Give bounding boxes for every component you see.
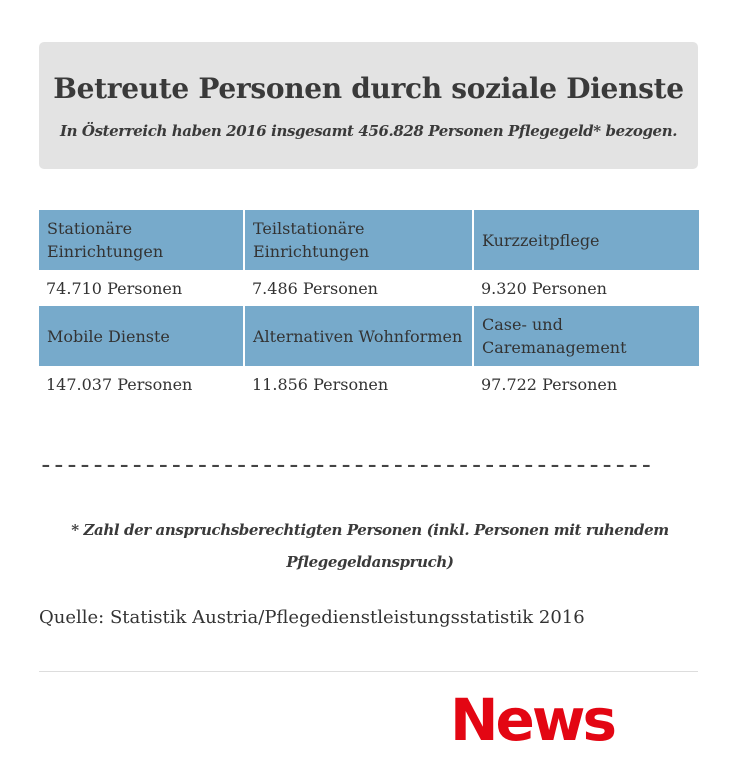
table-row [39,366,699,402]
table-header-cell: Mobile Dienste [39,306,243,366]
news-logo[interactable]: News [450,686,614,754]
table-header-cell: Kurzzeitpflege [474,210,699,270]
footnote: * Zahl der anspruchsberechtigten Personen (inkl. Personen mit ruhendem Pflegegeldanspruch) [71,521,669,571]
table-header-cell: Stationäre Einrichtungen [39,210,243,270]
source-credit: Quelle: Statistik Austria/Pflegedienstleistungsstatistik 2016 [39,607,585,628]
stats-table [37,210,701,402]
table-cell: 74.710 Personen [46,278,183,298]
table-row [39,270,699,306]
divider [39,671,698,672]
table-header-cell: Case- und Caremanagement [474,306,699,366]
table-header-cell: Alternativen Wohnformen [245,306,472,366]
table-cell: 97.722 Personen [481,374,618,394]
table-cell: 7.486 Personen [252,278,378,298]
page-subtitle: In Österreich haben 2016 insgesamt 456.828 Personen Pflegegeld* bezogen. [59,122,678,140]
table-header-row [39,306,699,366]
table-cell: 11.856 Personen [252,374,389,394]
table-cell: 147.037 Personen [46,374,193,394]
dashed-separator: ----------------------------------------------- [38,450,652,480]
table-header-row [39,210,699,270]
table-header-cell: Teilstationäre Einrichtungen [245,210,472,270]
header-box [39,42,698,169]
table-cell: 9.320 Personen [481,278,607,298]
page-title: Betreute Personen durch soziale Dienste [53,72,684,105]
